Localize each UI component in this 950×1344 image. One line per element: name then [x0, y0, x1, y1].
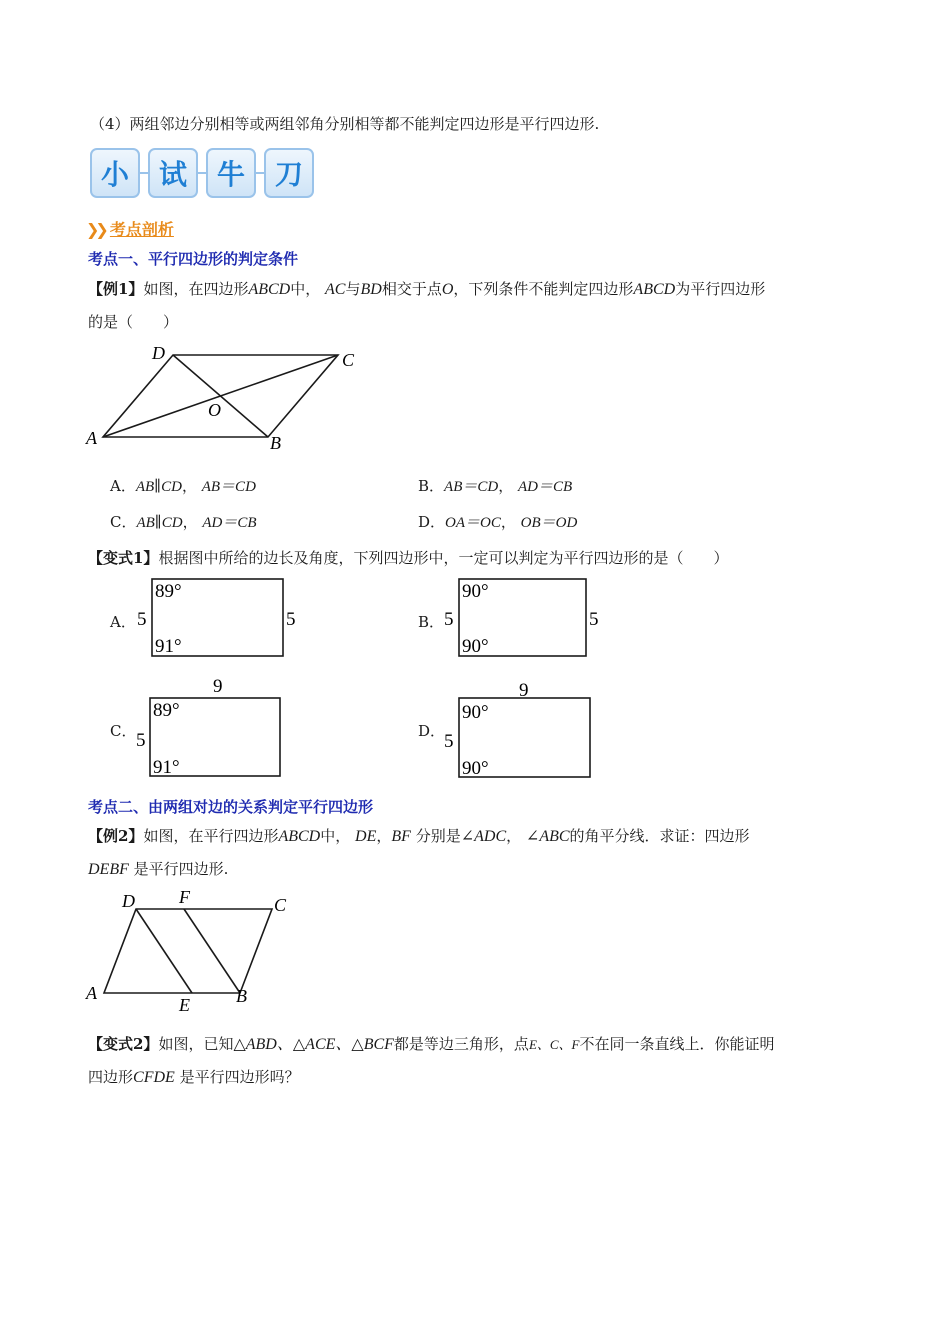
double-chevron-icon: ❯❯: [86, 220, 105, 239]
figure-parallelogram-bisectors: [80, 885, 300, 1015]
var1-figure-b: [443, 575, 613, 661]
svg-text:91°: 91°: [155, 636, 182, 657]
label-c: C: [274, 895, 287, 915]
svg-text:89°: 89°: [153, 700, 180, 721]
svg-text:5: 5: [589, 609, 599, 630]
figure-parallelogram-diagonals: [80, 340, 370, 455]
label-o: O: [208, 400, 221, 420]
var1-figure-c: [135, 674, 305, 782]
ex1-question: 【例1】如图，在四边形ABCD中， AC与BD相交于点O，下列条件不能判定四边形ABCD为平行四边形: [88, 280, 766, 298]
var1-option-a-label[interactable]: A．: [110, 613, 136, 631]
label-d: D: [152, 343, 165, 363]
label-b: B: [270, 433, 281, 453]
ex2-question-line2: DEBF 是平行四边形.: [88, 860, 229, 878]
svg-text:5: 5: [137, 609, 147, 630]
badge-char: 小: [90, 148, 140, 198]
svg-text:9: 9: [519, 680, 529, 701]
kp2-title: 考点二、由两组对边的关系判定平行四边形: [88, 798, 374, 816]
svg-text:5: 5: [136, 730, 146, 751]
segment-de: [136, 909, 192, 993]
svg-text:90°: 90°: [462, 636, 489, 657]
svg-text:9: 9: [213, 676, 223, 697]
var1-option-c-label[interactable]: C．: [110, 722, 137, 740]
svg-text:90°: 90°: [462, 758, 489, 779]
label-b: B: [236, 986, 247, 1006]
svg-text:90°: 90°: [462, 581, 489, 602]
intro-line: （4）两组邻边分别相等或两组邻角分别相等都不能判定四边形是平行四边形.: [90, 115, 600, 133]
var1-option-b-label[interactable]: B．: [418, 613, 445, 631]
parallelogram-outline: [104, 909, 272, 993]
badge-char: 试: [148, 148, 198, 198]
var1-question: 【变式1】根据图中所给的边长及角度，下列四边形中，一定可以判定为平行四边形的是（ ）: [88, 549, 729, 567]
kp1-title: 考点一、平行四边形的判定条件: [88, 250, 299, 268]
badge-char: 刀: [264, 148, 314, 198]
var2-question-line2: 四边形CFDE 是平行四边形吗？: [88, 1068, 300, 1086]
ex1-option-c[interactable]: C．AB∥CD， AD＝CB: [110, 513, 257, 531]
label-e: E: [179, 995, 190, 1015]
var1-figure-a: [135, 575, 305, 661]
label-c: C: [342, 350, 355, 370]
svg-text:91°: 91°: [153, 757, 180, 778]
svg-text:5: 5: [444, 731, 454, 752]
practice-badge: [90, 148, 315, 200]
svg-text:90°: 90°: [462, 702, 489, 723]
label-a: A: [86, 983, 97, 1003]
ex2-question: 【例2】如图，在平行四边形ABCD中， DE，BF 分别是∠ADC， ∠ABC的角平分线．求证：四边形: [88, 827, 750, 845]
label-d: D: [122, 891, 135, 911]
label-f: F: [179, 887, 190, 907]
diagonal-bd: [173, 355, 268, 437]
section-tag: ❯❯ 考点剖析: [86, 220, 174, 239]
var2-question: 【变式2】如图，已知△ABD、△ACE、△BCF都是等边三角形，点E、C、F不在同一条直线上．你能证明: [88, 1035, 775, 1053]
badge-char: 牛: [206, 148, 256, 198]
svg-text:89°: 89°: [155, 581, 182, 602]
ex1-option-b[interactable]: B．AB＝CD， AD＝CB: [418, 477, 573, 495]
var1-figure-d: [443, 678, 613, 782]
svg-text:5: 5: [444, 609, 454, 630]
ex1-question-line2: 的是（ ）: [88, 313, 179, 331]
ex1-option-a[interactable]: A．AB∥CD， AB＝CD: [110, 477, 256, 495]
svg-text:5: 5: [286, 609, 296, 630]
ex1-option-d[interactable]: D．OA＝OC， OB＝OD: [418, 513, 578, 531]
segment-bf: [184, 909, 240, 993]
var1-option-d-label[interactable]: D．: [418, 722, 446, 740]
label-a: A: [86, 428, 97, 448]
